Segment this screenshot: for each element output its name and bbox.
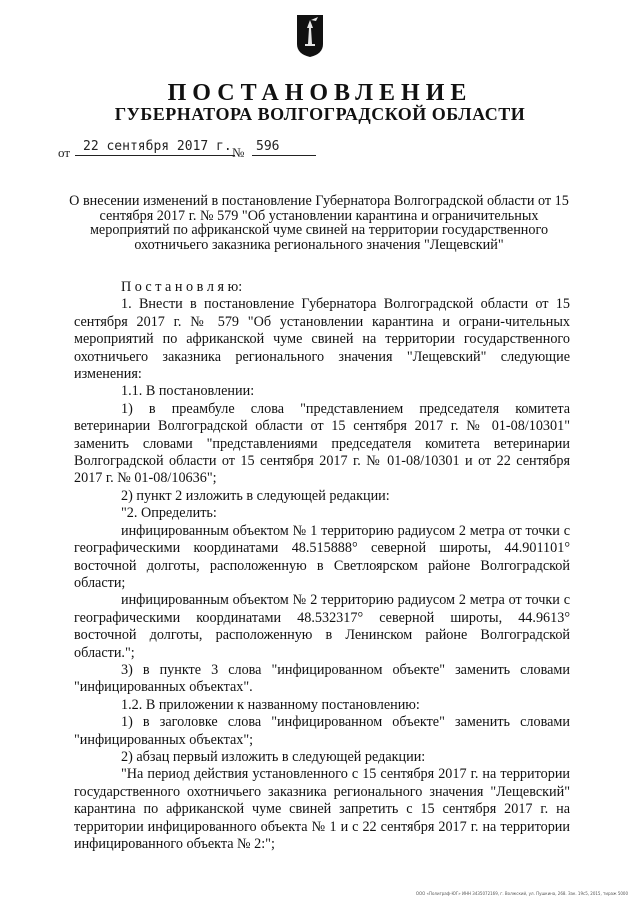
document-subject: О внесении изменений в постановление Губернатора Волгоградской области от 15 сентября 2017 г. № 579 "Об установлении карантина и ограничительных мероприятий по африканской чуме свиней на территории государственного охотничьего заказника регионального значения "Лещевский"	[69, 193, 569, 253]
date-value: 22 сентября 2017 г.	[83, 139, 232, 154]
printer-footer: ООО «Полиграф-ЮГ» ИНН 3435072169, г. Волжский, ул. Пушкина, 268. Зак. 19с5, 2015, тираж 5000	[415, 891, 628, 896]
paragraph-point-2: 2) пункт 2 изложить в следующей редакции:	[121, 487, 390, 504]
paragraph-1-1: 1.1. В постановлении:	[121, 383, 255, 400]
document-title: ПОСТАНОВЛЕНИЕ	[167, 80, 473, 106]
decree-heading: П о с т а н о в л я ю:	[121, 279, 243, 295]
document-date	[75, 138, 235, 156]
document-subtitle: ГУБЕРНАТОРА ВОЛГОГРАДСКОЙ ОБЛАСТИ	[114, 104, 526, 124]
paragraph-first-abzac: 2) абзац первый изложить в следующей редакции:	[121, 748, 426, 765]
paragraph-determine: "2. Определить:	[121, 505, 217, 522]
coat-of-arms-emblem	[296, 14, 324, 58]
number-value: 596	[256, 139, 280, 154]
paragraph-preamble: 1) в преамбуле слова "представлением председателя комитета ветеринарии Волгоградской области от 15 сентября 2017 г. № 01-08/10301" заменить словами "представлениями председателя комитета ветеринарии Волгоградской области от 15 сентября 2017 г. № 01-08/10301 и от 22 сентября 2017 г. № 01-08/10636";	[74, 400, 570, 487]
number-prefix: №	[232, 145, 245, 160]
document-body	[74, 279, 570, 853]
document-number	[252, 138, 316, 156]
paragraph-1: 1. Внести в постановление Губернатора Волгоградской области от 15 сентября 2017 г. № 579 "Об установлении карантина и ограни-чительных мероприятий по африканской чуме свиней на территории государственного охотничьего заказника регионального значения "Лещевский" следующие изменения:	[74, 296, 570, 383]
paragraph-point-3: 3) в пункте 3 слова "инфицированном объекте" заменить словами "инфицированных объектах".	[74, 661, 570, 696]
paragraph-1-2: 1.2. В приложении к названному постановлению:	[121, 696, 420, 713]
paragraph-object-1: инфицированным объектом № 1 территорию радиусом 2 метра от точки с географическими координатами 48.515888° северной широты, 44.901101° восточной долготы, расположенную в Светлоярском районе Волгоградской области;	[74, 522, 570, 591]
paragraph-quarantine: "На период действия установленного с 15 сентября 2017 г. на территории государственного охотничьего заказника регионального значения "Лещевский" карантина по африканской чуме свиней запретить с 15 сентября 2017 г. на территории инфицированного объекта № 1 и с 22 сентября 2017 г. на территории инфицированного объекта № 2:";	[74, 766, 570, 852]
date-prefix: от	[58, 145, 71, 160]
paragraph-object-2: инфицированным объектом № 2 территорию радиусом 2 метра от точки с географическими координатами 48.532317° северной широты, 44.9613° восточной долготы, расположенную в Ленинском районе Волгоградской области.";	[74, 592, 570, 661]
paragraph-heading-change: 1) в заголовке слова "инфицированном объекте" заменить словами "инфицированных объектах";	[74, 714, 570, 748]
